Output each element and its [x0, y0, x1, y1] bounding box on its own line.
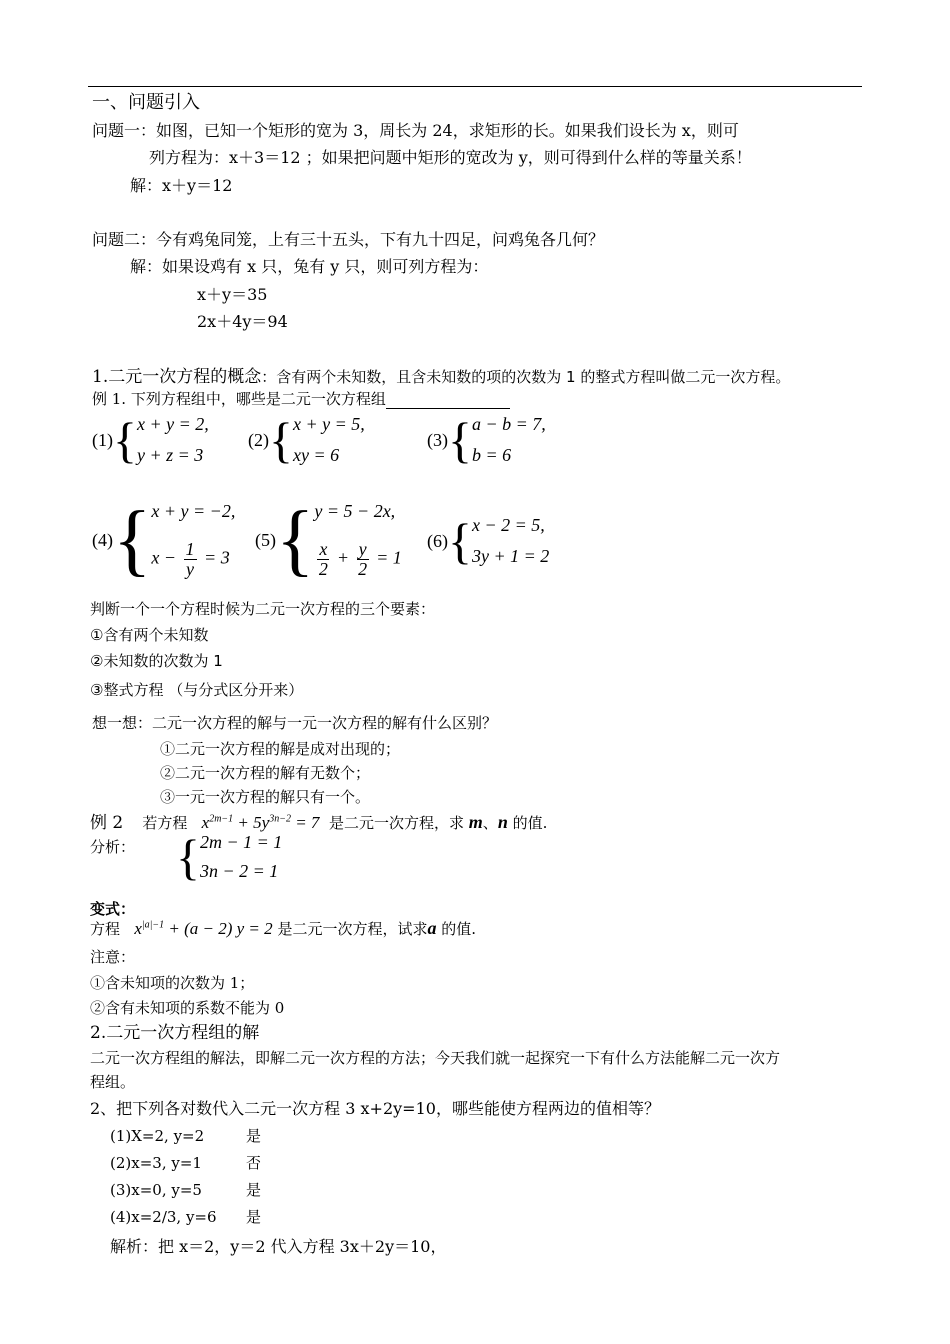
exponent: 2m−1: [209, 813, 234, 825]
equation-part: + (a − 2) y = 2: [168, 919, 273, 938]
example-1-prompt-text: 例 1. 下列方程组中，哪些是二元一次方程组: [92, 390, 386, 408]
pair: (3)x=0, y=5: [110, 1181, 202, 1199]
equation: x + y = −2,: [151, 501, 236, 521]
question-2-line-1: 问题二：今有鸡兔同笼，上有三十五头，下有九十四足，问鸡兔各几何？: [92, 230, 605, 249]
note-title: 注意：: [90, 948, 136, 966]
example-2-post: 是二元一次方程，求: [328, 814, 464, 832]
numerator: x: [319, 539, 328, 560]
variant-equation: [134, 919, 272, 938]
system-label: (6): [427, 530, 448, 551]
analysis-label: 分析：: [90, 838, 136, 856]
system-label: (2): [248, 429, 269, 450]
brace-icon: {: [269, 412, 293, 468]
var-m: m: [468, 812, 483, 832]
variant-pre: 方程: [90, 920, 121, 938]
equation: b = 6: [472, 445, 512, 465]
section-2-line-1: 二元一次方程组的解法，即解二元一次方程的方法；今天我们就一起探究一下有什么方法能解二元一次方: [90, 1049, 781, 1067]
brace-icon: {: [113, 412, 137, 468]
equation-part: x: [134, 919, 142, 938]
think-item-1: ①二元一次方程的解是成对出现的；: [160, 740, 401, 758]
question-3-title: 2、把下列各对数代入二元一次方程 3 x+2y=10，哪些能使方程两边的值相等？: [90, 1099, 660, 1118]
equation: y + z = 3: [137, 445, 204, 465]
numerator: 1: [185, 539, 195, 560]
think-item-3: ③一元一次方程的解只有一个。: [160, 788, 371, 806]
system-equations: [293, 414, 365, 466]
section-title: 一、问题引入: [92, 92, 200, 113]
equation: 3n − 2 = 1: [200, 861, 279, 881]
system-equations: [200, 832, 282, 882]
brace-icon: {: [276, 496, 315, 584]
section-2-line-2: 程组。: [90, 1073, 136, 1091]
system-label: (1): [92, 429, 113, 450]
fraction: [317, 540, 329, 579]
equation-part: = 7: [295, 813, 320, 832]
answer-row-1: [110, 1125, 261, 1146]
question-2-equation-2: 2x＋4y＝94: [197, 312, 288, 331]
example-2-label: 例 2: [90, 813, 124, 833]
equation-part: x −: [151, 547, 177, 568]
answer-row-4: [110, 1206, 261, 1227]
var-a: a: [427, 918, 437, 938]
denominator: y: [186, 559, 195, 580]
var-n: n: [497, 812, 508, 832]
answer: 是: [246, 1127, 262, 1145]
note-item-2: ②含有未知项的系数不能为 0: [90, 999, 285, 1017]
system-equations: [472, 414, 546, 466]
system-5: [255, 496, 402, 584]
system-1: [92, 414, 209, 466]
variant-text: [90, 918, 476, 939]
example-1-prompt: [92, 388, 510, 409]
example-2-end: 的值.: [512, 814, 548, 832]
equation: xy = 6: [293, 445, 340, 465]
equation: a − b = 7,: [472, 414, 546, 434]
answer-blank: [386, 394, 510, 409]
equation: y = 5 − 2x,: [314, 501, 396, 521]
denominator: 2: [318, 559, 328, 580]
pair: (1)X=2, y=2: [110, 1127, 205, 1145]
system-equations: [314, 501, 401, 579]
pair: (4)x=2/3, y=6: [110, 1208, 217, 1226]
question-1-line-2: 列方程为：x＋3＝12 ；如果把问题中矩形的宽改为 y，则可得到什么样的等量关系！: [149, 148, 752, 167]
answer-row-3: [110, 1179, 261, 1200]
exponent: 3n−2: [269, 813, 291, 825]
exponent: |a|−1: [141, 919, 165, 931]
equation-part: x: [201, 813, 210, 832]
concept-heading: 1.二元一次方程的概念: [92, 367, 262, 387]
equation-with-fraction: [151, 540, 235, 579]
system-2: [248, 414, 365, 466]
pair: (2)x=3, y=1: [110, 1154, 202, 1172]
equation: 2m − 1 = 1: [200, 832, 283, 852]
judge-item-1: ①含有两个未知数: [90, 626, 209, 644]
system-label: (4): [92, 529, 113, 550]
equation-part: + 5y: [237, 813, 270, 832]
judge-title: 判断一个一个方程时候为二元一次方程的三个要素：: [90, 600, 436, 618]
system-label: (5): [255, 529, 276, 550]
judge-item-2: ②未知数的次数为 1: [90, 652, 223, 670]
example-2-system: [176, 829, 283, 885]
equation: 3y + 1 = 2: [472, 546, 550, 566]
think-title: 想一想：二元一次方程的解与一元一次方程的解有什么区别？: [92, 714, 498, 732]
question-3-analysis: 解析：把 x＝2，y＝2 代入方程 3x＋2y＝10，: [110, 1237, 447, 1256]
fraction: [184, 540, 197, 579]
fraction: [357, 540, 369, 579]
answer: 否: [246, 1154, 262, 1172]
answer-row-2: [110, 1152, 261, 1173]
example-2-equation: [202, 813, 320, 832]
variant-title: 变式：: [90, 900, 136, 918]
variant-end: 的值.: [441, 920, 477, 938]
equation-part: = 1: [376, 547, 402, 568]
judge-item-3: ③整式方程 （与分式区分开来）: [90, 681, 304, 699]
system-equations: [472, 515, 549, 567]
system-equations: [151, 501, 235, 579]
brace-icon: {: [448, 513, 472, 569]
question-1-answer: 解：x＋y＝12: [130, 176, 233, 195]
equation: x − 2 = 5,: [472, 515, 545, 535]
denominator: 2: [358, 559, 368, 580]
brace-icon: {: [176, 829, 200, 885]
brace-icon: {: [448, 412, 472, 468]
example-2: [90, 808, 547, 833]
concept-paragraph: [92, 362, 790, 387]
question-2-equation-1: x＋y＝35: [197, 285, 268, 304]
equation: x + y = 2,: [137, 414, 209, 434]
answer: 是: [246, 1181, 262, 1199]
numerator: y: [358, 539, 367, 560]
brace-icon: {: [113, 496, 152, 584]
answer: 是: [246, 1208, 262, 1226]
system-6: [427, 515, 549, 567]
separator: 、: [482, 814, 498, 832]
example-2-pre: 若方程: [142, 814, 188, 832]
system-3: [427, 414, 546, 466]
question-1-line-1: 问题一：如图，已知一个矩形的宽为 3，周长为 24，求矩形的长。如果我们设长为 x，则可: [92, 121, 739, 140]
question-2-answer: 解：如果设鸡有 x 只，兔有 y 只，则可列方程为：: [130, 257, 489, 276]
note-item-1: ①含未知项的次数为 1；: [90, 974, 255, 992]
concept-text: ：含有两个未知数，且含未知数的项的次数为 1 的整式方程叫做二元一次方程。: [261, 368, 791, 386]
section-2-heading: 2.二元一次方程组的解: [90, 1023, 260, 1043]
system-equations: [137, 414, 209, 466]
think-item-2: ②二元一次方程的解有无数个；: [160, 764, 371, 782]
equation-part: +: [336, 547, 350, 568]
top-rule: [88, 86, 862, 87]
variant-post: 是二元一次方程，试求: [277, 920, 428, 938]
equation-part: = 3: [204, 547, 230, 568]
equation: x + y = 5,: [293, 414, 365, 434]
system-label: (3): [427, 429, 448, 450]
system-4: [92, 496, 236, 584]
equation-with-fraction: [314, 540, 401, 579]
